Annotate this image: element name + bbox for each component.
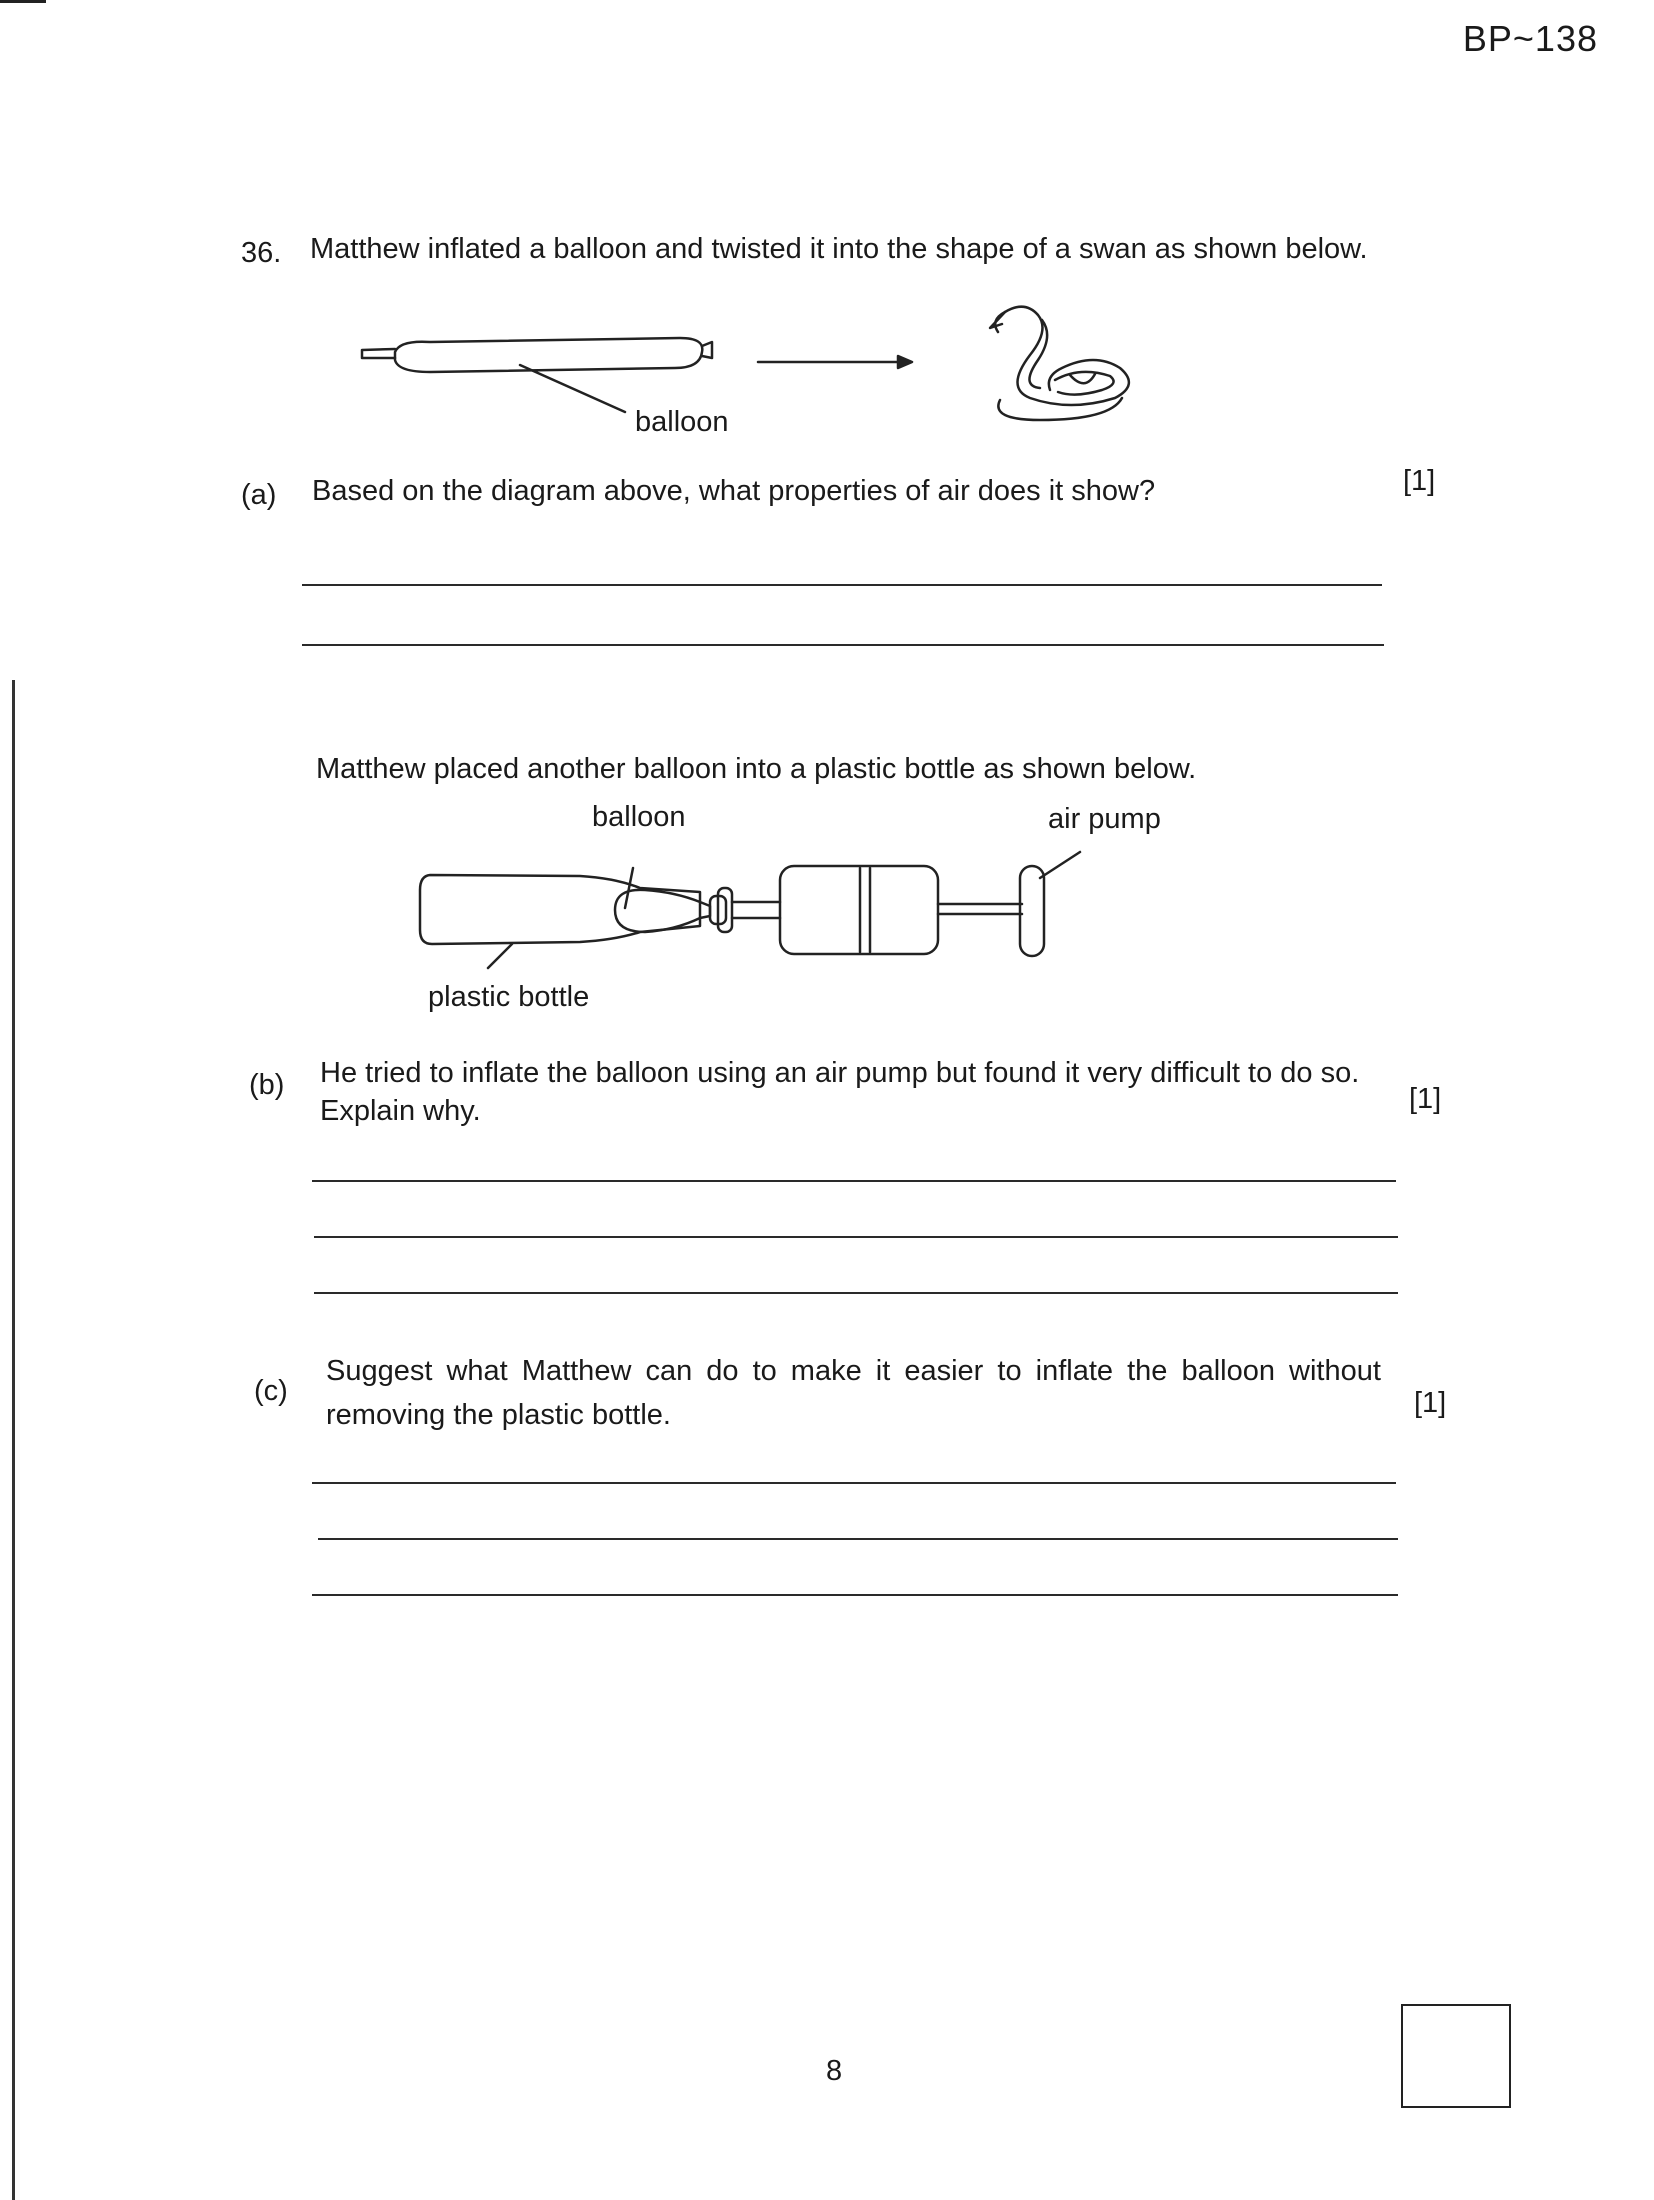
part-b-label: (b) <box>249 1069 285 1101</box>
part-b-answer-line-3[interactable] <box>314 1292 1398 1294</box>
long-balloon <box>395 338 702 372</box>
part-a-answer-line-2[interactable] <box>302 644 1384 646</box>
figure2-pump-label: air pump <box>1048 803 1161 835</box>
plastic-bottle <box>420 875 700 944</box>
question-number: 36. <box>241 237 282 269</box>
part-b-marks: [1] <box>1409 1083 1442 1115</box>
figure1-balloon-label: balloon <box>635 406 729 438</box>
balloon-pointer-line <box>520 365 625 412</box>
part-c-question-line-1: Suggest what Matthew can do to make it easier to inflate the balloon without <box>326 1355 1381 1387</box>
part-a-question: Based on the diagram above, what properties of air does it show? <box>312 475 1156 507</box>
part-b-answer-line-2[interactable] <box>314 1236 1398 1238</box>
part-a-answer-line-1[interactable] <box>302 584 1382 586</box>
swan-balloon <box>990 307 1129 420</box>
part-c-answer-line-1[interactable] <box>312 1482 1396 1484</box>
part-b-question-line-1: He tried to inflate the balloon using an air pump but found it very difficult to do so. <box>320 1057 1360 1089</box>
part-c-question-line-2: removing the plastic bottle. <box>326 1399 671 1431</box>
balloon-swan-diagram <box>350 280 1150 440</box>
figure2-bottle-label: plastic bottle <box>428 981 590 1013</box>
bottle-pump-diagram <box>400 840 1120 970</box>
score-box[interactable] <box>1401 2004 1511 2108</box>
scan-left-edge <box>12 680 15 2200</box>
question-intro: Matthew inflated a balloon and twisted it into the shape of a swan as shown below. <box>310 233 1368 265</box>
part-c-answer-line-3[interactable] <box>312 1594 1398 1596</box>
page-number: 8 <box>826 2055 843 2087</box>
figure2-balloon-label: balloon <box>592 801 686 833</box>
scan-corner-mark <box>0 0 46 3</box>
part-c-label: (c) <box>254 1375 288 1407</box>
pump-handle <box>1020 866 1044 956</box>
part-a-label: (a) <box>241 479 277 511</box>
paper-code: BP~138 <box>1462 18 1598 59</box>
part-b-answer-line-1[interactable] <box>312 1180 1396 1182</box>
stem-2: Matthew placed another balloon into a plastic bottle as shown below. <box>316 753 1197 785</box>
part-c-answer-line-2[interactable] <box>318 1538 1398 1540</box>
part-b-question-line-2: Explain why. <box>320 1095 481 1127</box>
part-c-marks: [1] <box>1414 1387 1447 1419</box>
part-a-marks: [1] <box>1403 465 1436 497</box>
